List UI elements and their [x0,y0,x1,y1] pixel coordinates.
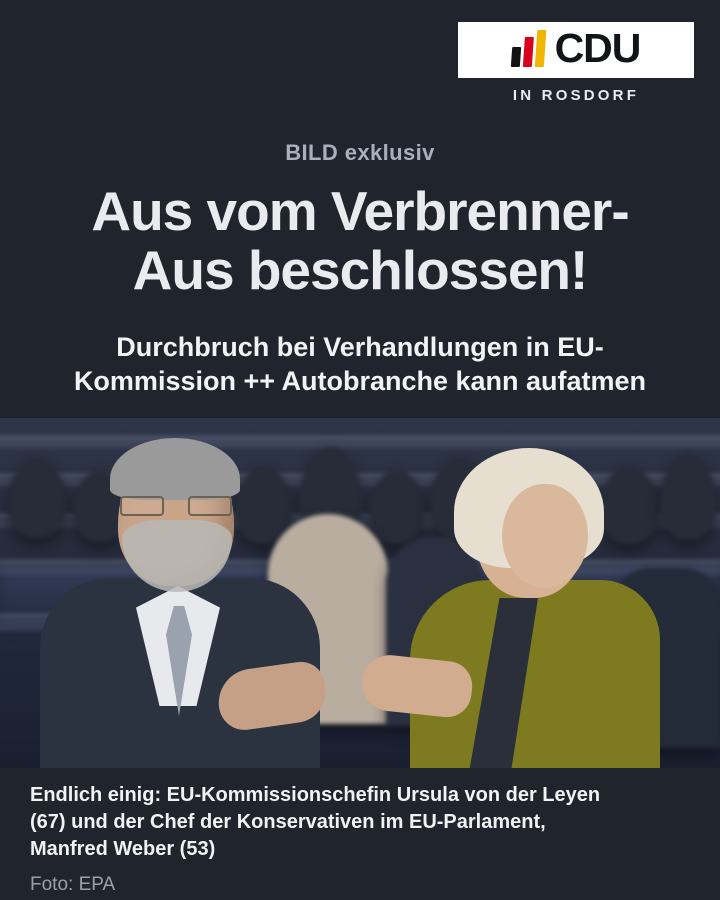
photo-caption [0,768,720,900]
logo-box [458,22,694,78]
photo-credit: Foto: EPA [30,873,116,895]
caption-line-2: (67) und der Chef der Konservativen im EU-Parlament, [30,811,546,834]
kicker-label: BILD exklusiv [285,140,435,165]
logo-subtitle: IN ROSDORF [512,87,640,104]
caption-line-3: Manfred Weber (53) [30,838,216,861]
german-flag-icon [510,33,545,67]
subline-line-1: Durchbruch bei Verhandlungen in EU- [116,332,604,362]
subline-line-2: Kommission ++ Autobranche kann aufatmen [73,366,647,397]
news-photo [0,418,720,768]
page-title [28,182,692,300]
headline-line-2: Aus beschlossen! [132,238,588,301]
headline-line-1: Aus vom Verbrenner- [91,180,629,242]
person-manfred-weber [40,438,320,768]
weber-hair [110,438,240,500]
glasses-icon [120,496,232,512]
subheadline [34,330,686,398]
cdu-logo [458,22,694,104]
vdl-face [502,484,588,588]
caption-line-1: Endlich einig: EU-Kommissionschefin Ursula von der Leyen [30,784,601,806]
person-ursula-von-der-leyen [390,448,650,768]
logo-wordmark: CDU [554,25,641,71]
